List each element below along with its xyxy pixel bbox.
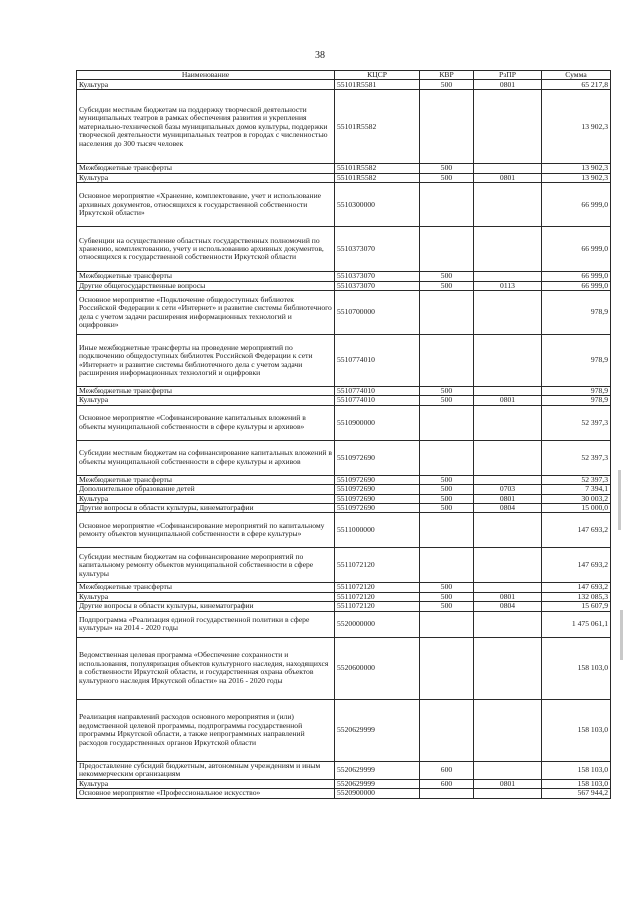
cell-name: Дополнительное образование детей [77,485,335,494]
cell-kvr [420,291,474,335]
cell-kcsr: 55101R5581 [335,80,420,90]
header-sum: Сумма [542,71,611,80]
cell-rzpr: 0113 [474,281,542,290]
cell-name: Межбюджетные трансферты [77,387,335,396]
cell-kcsr: 5520629999 [335,761,420,779]
cell-name: Субсидии местным бюджетам на поддержку творческой деятельности муниципальных театров в рамках обеспечения развития и укрепления материально-технической базы муниципальных домов культуры, поддержки творческой деятельности муниципальных театров в городах с численностью населения до 300 тысяч человек [77,90,335,164]
cell-name: Межбюджетные трансферты [77,164,335,173]
cell-sum: 567 944,2 [542,789,611,798]
cell-kvr: 500 [420,173,474,182]
cell-kcsr: 5520000000 [335,611,420,637]
cell-kvr: 500 [420,592,474,601]
cell-sum: 147 693,2 [542,583,611,592]
cell-kvr [420,789,474,798]
cell-sum: 52 397,3 [542,405,611,440]
cell-sum: 30 003,2 [542,494,611,503]
table-row [77,90,611,164]
table-row [77,291,611,335]
header-kvr: КВР [420,71,474,80]
cell-kvr: 500 [420,475,474,484]
scan-margin-mark [620,610,623,660]
cell-name: Культура [77,494,335,503]
cell-name: Основное мероприятие «Софинансирование капитальных вложений в объекты муниципальной собственности в сфере культуры и архивов» [77,405,335,440]
cell-name: Межбюджетные трансферты [77,583,335,592]
cell-kvr [420,548,474,583]
table-row [77,789,611,798]
cell-kcsr: 5510972690 [335,494,420,503]
cell-kvr: 500 [420,494,474,503]
table-row [77,513,611,548]
table-row [77,80,611,90]
cell-rzpr [474,611,542,637]
cell-kvr: 500 [420,504,474,513]
cell-kcsr: 5520629999 [335,779,420,788]
cell-name: Основное мероприятие «Хранение, комплектование, учет и использование архивных документов, относящихся к государственной собственности Иркутской области» [77,183,335,227]
cell-kcsr: 5510774010 [335,396,420,405]
cell-sum: 132 085,3 [542,592,611,601]
cell-name: Культура [77,173,335,182]
cell-kvr: 600 [420,761,474,779]
cell-sum: 13 902,3 [542,173,611,182]
cell-sum: 66 999,0 [542,183,611,227]
cell-rzpr: 0804 [474,504,542,513]
cell-kvr [420,440,474,475]
cell-kvr [420,637,474,699]
cell-sum: 978,9 [542,291,611,335]
cell-rzpr [474,789,542,798]
cell-name: Межбюджетные трансферты [77,272,335,281]
table-header-row [77,71,611,80]
cell-kcsr: 5520900000 [335,789,420,798]
cell-sum: 147 693,2 [542,548,611,583]
table-row [77,164,611,173]
cell-rzpr [474,164,542,173]
cell-kvr [420,513,474,548]
cell-sum: 158 103,0 [542,761,611,779]
cell-kvr: 500 [420,281,474,290]
cell-kcsr: 55101R5582 [335,90,420,164]
cell-rzpr: 0801 [474,80,542,90]
table-row [77,611,611,637]
cell-kvr: 500 [420,396,474,405]
cell-name: Другие вопросы в области культуры, кинематографии [77,602,335,611]
table-row [77,272,611,281]
cell-rzpr [474,513,542,548]
cell-rzpr: 0801 [474,173,542,182]
table-row [77,548,611,583]
cell-kcsr: 5511072120 [335,602,420,611]
cell-kvr [420,90,474,164]
cell-sum: 158 103,0 [542,699,611,761]
scan-margin-mark [618,470,621,530]
cell-kvr [420,183,474,227]
cell-kcsr: 5510700000 [335,291,420,335]
cell-rzpr: 0801 [474,592,542,601]
cell-kvr [420,227,474,272]
cell-rzpr: 0801 [474,779,542,788]
cell-kcsr: 5510972690 [335,440,420,475]
cell-kcsr: 5510373070 [335,227,420,272]
cell-sum: 65 217,8 [542,80,611,90]
cell-name: Основное мероприятие «Подключение общедоступных библиотек Российской Федерации к сети «Интернет» и развитие системы библиотечного дела с учетом задачи расширения информационных технологий и оцифровки» [77,291,335,335]
cell-sum: 158 103,0 [542,637,611,699]
cell-rzpr: 0804 [474,602,542,611]
cell-name: Основное мероприятие «Софинансирование мероприятий по капитальному ремонту объектов муниципальной собственности в сфере культуры» [77,513,335,548]
cell-kcsr: 5511000000 [335,513,420,548]
table-row [77,396,611,405]
cell-rzpr [474,699,542,761]
table-row [77,335,611,387]
table-row [77,173,611,182]
cell-kcsr: 5520600000 [335,637,420,699]
cell-rzpr [474,405,542,440]
header-rzpr: РзПР [474,71,542,80]
cell-sum: 15 000,0 [542,504,611,513]
cell-kvr: 600 [420,779,474,788]
cell-kcsr: 5510774010 [335,335,420,387]
cell-name: Культура [77,779,335,788]
cell-name: Другие вопросы в области культуры, кинематографии [77,504,335,513]
cell-kcsr: 5511072120 [335,583,420,592]
cell-sum: 7 394,1 [542,485,611,494]
cell-kvr [420,405,474,440]
cell-name: Ведомственная целевая программа «Обеспечение сохранности и использования, популяризация объектов культурного наследия, находящихся в собственности Иркутской области, и государственная охрана объектов культурного наследия Иркутской области» на 2016 - 2020 годы [77,637,335,699]
cell-name: Межбюджетные трансферты [77,475,335,484]
cell-kcsr: 5510774010 [335,387,420,396]
cell-kvr: 500 [420,485,474,494]
cell-kcsr: 5511072120 [335,592,420,601]
cell-name: Подпрограмма «Реализация единой государственной политики в сфере культуры» на 2014 - 2020 годы [77,611,335,637]
cell-kcsr: 5510972690 [335,475,420,484]
cell-name: Иные межбюджетные трансферты на проведение мероприятий по подключению общедоступных библиотек Российской Федерации к сети «Интернет» и развитие системы библиотечного дела с учетом задачи расширения информационных технологий и оцифровки [77,335,335,387]
table-row [77,699,611,761]
cell-rzpr [474,227,542,272]
table-row [77,504,611,513]
cell-sum: 1 475 061,1 [542,611,611,637]
table-row [77,583,611,592]
cell-rzpr: 0801 [474,396,542,405]
cell-kcsr: 55101R5582 [335,173,420,182]
cell-sum: 66 999,0 [542,272,611,281]
cell-rzpr: 0703 [474,485,542,494]
cell-sum: 66 999,0 [542,227,611,272]
cell-sum: 978,9 [542,335,611,387]
cell-kcsr: 5511072120 [335,548,420,583]
table-row [77,183,611,227]
cell-kvr: 500 [420,80,474,90]
table-row [77,637,611,699]
cell-sum: 978,9 [542,396,611,405]
budget-table [76,70,611,799]
header-name: Наименование [77,71,335,80]
cell-name: Культура [77,80,335,90]
cell-rzpr [474,583,542,592]
cell-sum: 15 607,9 [542,602,611,611]
cell-rzpr [474,548,542,583]
cell-rzpr [474,440,542,475]
cell-rzpr [474,90,542,164]
cell-name: Субвенции на осуществление областных государственных полномочий по хранению, комплектованию, учету и использованию архивных документов, относящихся к государственной собственности Иркутской области [77,227,335,272]
cell-rzpr [474,183,542,227]
table-row [77,602,611,611]
table-row [77,440,611,475]
cell-sum: 147 693,2 [542,513,611,548]
cell-kvr: 500 [420,164,474,173]
cell-kcsr: 5510972690 [335,504,420,513]
cell-sum: 66 999,0 [542,281,611,290]
table-row [77,485,611,494]
cell-rzpr [474,335,542,387]
cell-name: Предоставление субсидий бюджетным, автономным учреждениям и иным некоммерческим организациям [77,761,335,779]
cell-kvr: 500 [420,272,474,281]
cell-kcsr: 5510900000 [335,405,420,440]
cell-name: Субсидии местным бюджетам на софинансирование капитальных вложений в объекты муниципальной собственности в сфере культуры и архивов [77,440,335,475]
cell-name: Культура [77,592,335,601]
cell-kvr [420,611,474,637]
cell-name: Реализация направлений расходов основного мероприятия и (или) ведомственной целевой программы, подпрограммы государственной программы Иркутской области, а также непрограммных направлений расходов государственных органов Иркутской области [77,699,335,761]
cell-kvr: 500 [420,387,474,396]
cell-sum: 978,9 [542,387,611,396]
cell-rzpr [474,272,542,281]
cell-kcsr: 5510972690 [335,485,420,494]
cell-sum: 52 397,3 [542,475,611,484]
cell-sum: 52 397,3 [542,440,611,475]
cell-rzpr [474,291,542,335]
cell-kcsr: 55101R5582 [335,164,420,173]
table-row [77,227,611,272]
cell-kcsr: 5510373070 [335,281,420,290]
cell-name: Субсидии местным бюджетам на софинансирование мероприятий по капитальному ремонту объектов муниципальной собственности в сфере культуры [77,548,335,583]
cell-kcsr: 5510300000 [335,183,420,227]
cell-sum: 13 902,3 [542,90,611,164]
cell-rzpr: 0801 [474,494,542,503]
cell-kvr [420,335,474,387]
table-row [77,761,611,779]
cell-rzpr [474,637,542,699]
header-kcsr: КЦСР [335,71,420,80]
page-number: 38 [315,50,325,61]
cell-sum: 13 902,3 [542,164,611,173]
cell-name: Культура [77,396,335,405]
table-row [77,405,611,440]
cell-kvr: 500 [420,583,474,592]
cell-sum: 158 103,0 [542,779,611,788]
cell-kcsr: 5510373070 [335,272,420,281]
cell-name: Другие общегосударственные вопросы [77,281,335,290]
cell-kcsr: 5520629999 [335,699,420,761]
cell-kvr: 500 [420,602,474,611]
cell-name: Основное мероприятие «Профессиональное искусство» [77,789,335,798]
table-row [77,281,611,290]
cell-kvr [420,699,474,761]
cell-rzpr [474,761,542,779]
